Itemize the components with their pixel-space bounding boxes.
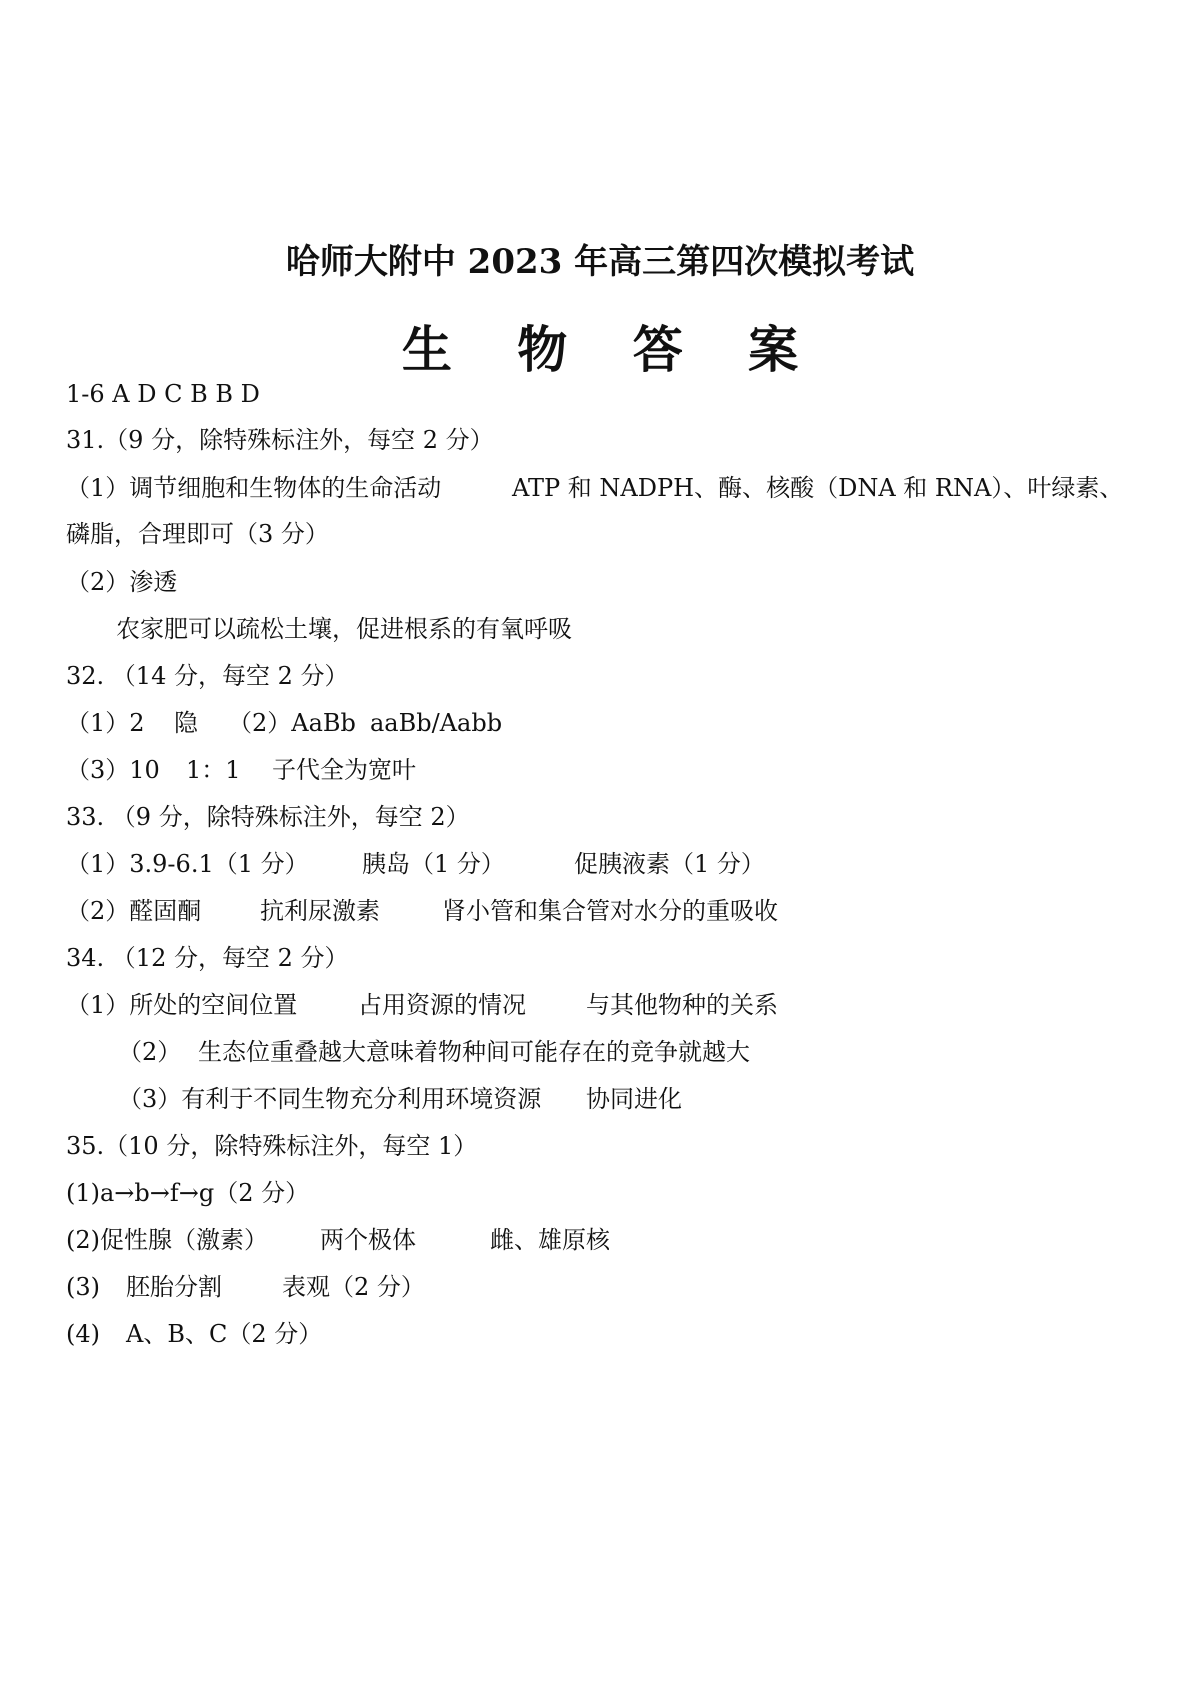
q34-line-3 bbox=[118, 1084, 878, 1114]
q35-answer-3-label: (3) bbox=[66, 1273, 100, 1301]
q31-line-2: （2）渗透 bbox=[66, 568, 178, 596]
q33-line-1 bbox=[66, 849, 866, 879]
q34-answer-6: 协同进化 bbox=[586, 1085, 682, 1113]
q32-heading: 32. （14 分，每空 2 分） bbox=[66, 662, 349, 690]
q35-answer-3a: 胚胎分割 bbox=[126, 1273, 222, 1301]
q32-line-2 bbox=[66, 755, 766, 785]
q35-answer-4: A、B、C（2 分） bbox=[126, 1320, 323, 1348]
q33-answer-2: 胰岛（1 分） bbox=[362, 850, 505, 878]
exam-title: 哈师大附中 2023 年高三第四次模拟考试 bbox=[285, 242, 915, 282]
q34-answer-4-label: （2） bbox=[118, 1038, 182, 1066]
q31-answer-1a: （1）调节细胞和生物体的生命活动 bbox=[66, 474, 442, 502]
q34-line-1 bbox=[66, 990, 866, 1020]
q32-answer-7: 子代全为宽叶 bbox=[272, 756, 416, 784]
q32-answer-6: 1：1 bbox=[186, 756, 241, 784]
q32-line-1 bbox=[66, 708, 766, 738]
q34-answer-2: 占用资源的情况 bbox=[358, 991, 526, 1019]
q35-line-1: (1)a→b→f→g（2 分） bbox=[66, 1179, 310, 1207]
q35-line-3 bbox=[66, 1272, 766, 1302]
q31-line-1 bbox=[66, 473, 1124, 503]
q32-answer-1: （1）2 bbox=[66, 709, 145, 737]
q31-line-2b: 农家肥可以疏松土壤，促进根系的有氧呼吸 bbox=[116, 615, 572, 643]
mc-answers: 1-6 A D C B B D bbox=[66, 380, 260, 408]
q34-heading: 34. （12 分，每空 2 分） bbox=[66, 944, 349, 972]
q35-line-4 bbox=[66, 1319, 766, 1349]
subject-title: 生 物 答 案 bbox=[401, 320, 823, 379]
q34-answer-5: （3）有利于不同生物充分利用环境资源 bbox=[118, 1085, 542, 1113]
q33-answer-1: （1）3.9-6.1（1 分） bbox=[66, 850, 309, 878]
q31-heading: 31.（9 分，除特殊标注外，每空 2 分） bbox=[66, 426, 494, 454]
q35-answer-2b: 两个极体 bbox=[320, 1226, 416, 1254]
q33-answer-5: 抗利尿激素 bbox=[260, 897, 380, 925]
q33-line-2 bbox=[66, 896, 866, 926]
q34-answer-4: 生态位重叠越大意味着物种间可能存在的竞争就越大 bbox=[198, 1038, 750, 1066]
q32-answer-2: 隐 bbox=[174, 709, 198, 737]
q33-heading: 33. （9 分，除特殊标注外，每空 2） bbox=[66, 803, 470, 831]
q33-answer-6: 肾小管和集合管对水分的重吸收 bbox=[442, 897, 778, 925]
q31-answer-1b: ATP 和 NADPH、酶、核酸（DNA 和 RNA）、叶绿素、 bbox=[512, 474, 1124, 502]
q34-line-2 bbox=[118, 1037, 878, 1067]
q33-answer-4: （2）醛固酮 bbox=[66, 897, 202, 925]
q31-line-1-cont: 磷脂，合理即可（3 分） bbox=[66, 520, 329, 548]
q35-answer-3b: 表观（2 分） bbox=[282, 1273, 425, 1301]
q35-answer-4-label: (4) bbox=[66, 1320, 100, 1348]
q32-answer-3: （2）AaBb bbox=[228, 709, 356, 737]
q35-line-2 bbox=[66, 1225, 766, 1255]
q34-answer-3: 与其他物种的关系 bbox=[586, 991, 778, 1019]
q32-answer-4: aaBb/Aabb bbox=[370, 709, 503, 737]
q35-answer-2c: 雌、雄原核 bbox=[490, 1226, 610, 1254]
q34-answer-1: （1）所处的空间位置 bbox=[66, 991, 298, 1019]
q32-answer-5: （3）10 bbox=[66, 756, 160, 784]
q33-answer-3: 促胰液素（1 分） bbox=[574, 850, 765, 878]
q35-answer-2a: (2)促性腺（激素） bbox=[66, 1226, 268, 1254]
q35-heading: 35.（10 分，除特殊标注外，每空 1） bbox=[66, 1132, 478, 1160]
